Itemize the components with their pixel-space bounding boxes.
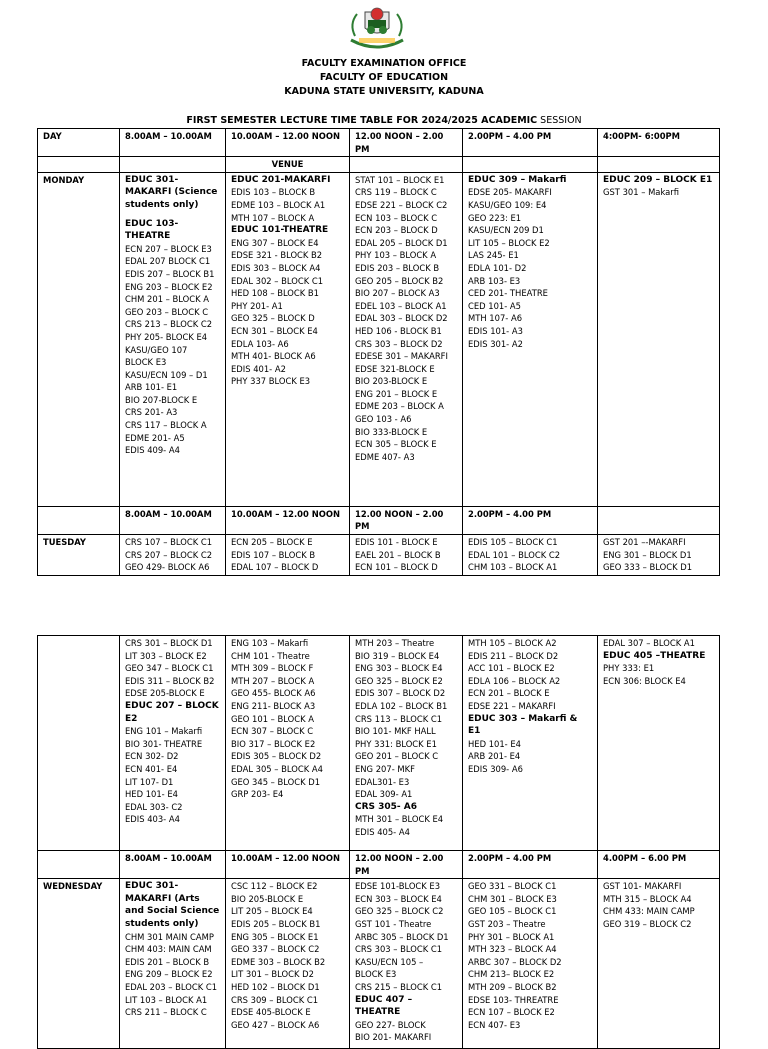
course-entry: HED 108 – BLOCK B1 bbox=[231, 288, 319, 299]
course-entry: ENG 209 – BLOCK E2 bbox=[125, 969, 213, 980]
course-entry: EDSE 405-BLOCK E bbox=[231, 1007, 311, 1018]
timetable-title-rest: SESSION bbox=[537, 115, 582, 126]
course-entry: EAEL 201 – BLOCK B bbox=[355, 549, 441, 560]
course-entry: ECN 303 – BLOCK E4 bbox=[355, 893, 442, 904]
wednesday-8am-cell bbox=[120, 879, 226, 1049]
course-entry: CRS 113 – BLOCK C1 bbox=[355, 713, 443, 724]
course-entry: CRS 215 – BLOCK C1 bbox=[355, 981, 443, 992]
course-entry: GEO 227- BLOCK bbox=[355, 1019, 426, 1030]
course-entry: EDAL 107 – BLOCK D bbox=[231, 562, 319, 573]
tuesday-time-2: 10.00AM – 12.00 NOON bbox=[226, 506, 350, 534]
course-entry: BIO 319 – BLOCK E4 bbox=[355, 650, 440, 661]
course-entry: ENG 307 – BLOCK E4 bbox=[231, 237, 319, 248]
course-entry: ECN 101 – BLOCK D bbox=[355, 562, 438, 573]
course-entry: EDUC 405 –THEATRE bbox=[603, 650, 706, 661]
course-entry: ECN 307 – BLOCK C bbox=[231, 726, 314, 737]
course-entry: EDUC 201-MAKARFI bbox=[231, 174, 331, 185]
monday-row bbox=[38, 172, 720, 506]
course-entry: BIO 101- MKF HALL bbox=[355, 726, 436, 737]
course-entry: STAT 101 – BLOCK E1 bbox=[355, 174, 445, 185]
monday-10am-cell bbox=[226, 172, 350, 506]
course-entry: EDIS 101- A3 bbox=[468, 325, 523, 336]
course-entry: EDME 203 – BLOCK A bbox=[355, 401, 444, 412]
course-entry: HED 101- E4 bbox=[468, 738, 521, 749]
course-entry: ECN 407- E3 bbox=[468, 1019, 521, 1030]
course-entry: CRS 207 – BLOCK C2 bbox=[125, 549, 213, 560]
course-entry: GEO 101 – BLOCK A bbox=[231, 713, 314, 724]
course-entry: LIT 303 – BLOCK E2 bbox=[125, 650, 207, 661]
course-entry: EDSE 321 - BLOCK B2 bbox=[231, 250, 323, 261]
day-tuesday: TUESDAY bbox=[38, 534, 120, 575]
course-entry: ENG 207- MKF bbox=[355, 763, 415, 774]
course-entry: ENG 301 – BLOCK D1 bbox=[603, 549, 692, 560]
course-entry: MTH 309 – BLOCK F bbox=[231, 663, 314, 674]
course-entry: EDUC 301-MAKARFI (Science students only) bbox=[125, 174, 218, 210]
course-entry: EDIS 205 – BLOCK B1 bbox=[231, 918, 321, 929]
course-entry: EDIS 211 – BLOCK D2 bbox=[468, 650, 559, 661]
tuesday-cont-2pm-cell bbox=[463, 636, 598, 851]
wednesday-time-row bbox=[38, 851, 720, 879]
course-entry: CRS 309 – BLOCK C1 bbox=[231, 994, 319, 1005]
course-entry: ENG 305 – BLOCK E1 bbox=[231, 931, 319, 942]
course-entry: CRS 119 – BLOCK C bbox=[355, 187, 437, 198]
course-entry: GEO 347 – BLOCK C1 bbox=[125, 663, 214, 674]
course-entry: ECN 401- E4 bbox=[125, 763, 178, 774]
tuesday-continued-row bbox=[38, 636, 720, 851]
tuesday-4pm-cell bbox=[598, 534, 720, 575]
course-entry: EDIS 409- A4 bbox=[125, 445, 180, 456]
tuesday-cont-4pm-cell bbox=[598, 636, 720, 851]
course-entry: CHM 103 – BLOCK A1 bbox=[468, 562, 558, 573]
course-entry: EDME 103 – BLOCK A1 bbox=[231, 199, 326, 210]
course-entry: GEO 337 – BLOCK C2 bbox=[231, 944, 320, 955]
course-entry: EDAL 307 – BLOCK A1 bbox=[603, 638, 695, 648]
course-entry: ENG 201 – BLOCK E bbox=[355, 388, 438, 399]
course-entry: MTH 315 – BLOCK A4 bbox=[603, 893, 692, 904]
course-entry: EDUC 103-THEATRE bbox=[125, 218, 179, 242]
monday-4pm-cell bbox=[598, 172, 720, 506]
course-entry: BLOCK E3 bbox=[355, 969, 397, 980]
course-entry: EDAL 309- A1 bbox=[355, 789, 413, 800]
course-entry: LIT 301 – BLOCK D2 bbox=[231, 969, 314, 980]
course-entry: EDAL 303- C2 bbox=[125, 801, 183, 812]
course-entry: ECN 205 – BLOCK E bbox=[231, 536, 313, 547]
monday-12pm-cell bbox=[350, 172, 463, 506]
course-entry: GST 101 - Theatre bbox=[355, 918, 432, 929]
tuesday-8am-cell bbox=[120, 534, 226, 575]
tuesday-2pm-cell bbox=[463, 534, 598, 575]
tuesday-time-4: 2.00PM – 4.00 PM bbox=[463, 506, 598, 534]
course-entry: ENG 203 – BLOCK E2 bbox=[125, 281, 213, 292]
course-entry: GEO 319 – BLOCK C2 bbox=[603, 918, 692, 929]
course-entry: GEO 455- BLOCK A6 bbox=[231, 688, 316, 699]
header-time-1: 8.00AM – 10.00AM bbox=[120, 129, 226, 157]
office-title: FACULTY EXAMINATION OFFICE bbox=[301, 58, 467, 69]
course-entry: LAS 245- E1 bbox=[468, 250, 519, 261]
wednesday-12pm-cell bbox=[350, 879, 463, 1049]
course-entry: GST 101- MAKARFI bbox=[603, 881, 682, 892]
course-entry: CHM 301 – BLOCK E3 bbox=[468, 893, 557, 904]
course-entry: PHY 205- BLOCK E4 bbox=[125, 331, 208, 342]
tuesday-row bbox=[38, 534, 720, 575]
course-entry: EDIS 401- A2 bbox=[231, 363, 286, 374]
course-entry: PHY 333: E1 bbox=[603, 663, 655, 674]
header-time-3: 12.00 NOON – 2.00 PM bbox=[350, 129, 463, 157]
course-entry: EDIS 203 – BLOCK B bbox=[355, 262, 440, 273]
course-entry: MTH 203 – Theatre bbox=[355, 638, 435, 648]
course-entry: PHY 201- A1 bbox=[231, 300, 283, 311]
timetable-page2 bbox=[37, 635, 720, 1049]
course-entry: ARB 201- E4 bbox=[468, 751, 521, 762]
header-time-4: 2.00PM – 4.00 PM bbox=[463, 129, 598, 157]
course-entry: EDESE 301 – MAKARFI bbox=[355, 351, 448, 362]
course-entry: EDME 407- A3 bbox=[355, 451, 415, 462]
course-entry: MTH 105 – BLOCK A2 bbox=[468, 638, 557, 648]
course-entry: EDUC 301-MAKARFI (Arts and Social Science students only) bbox=[125, 881, 220, 929]
venue-row bbox=[38, 157, 720, 173]
course-entry: EDIS 305 – BLOCK D2 bbox=[231, 751, 322, 762]
course-entry: BIO 207-BLOCK E bbox=[125, 394, 198, 405]
wednesday-time-1: 8.00AM – 10.00AM bbox=[120, 851, 226, 879]
wednesday-10am-cell bbox=[226, 879, 350, 1049]
course-entry: MTH 401- BLOCK A6 bbox=[231, 351, 316, 362]
course-entry: EDLA 106 – BLOCK A2 bbox=[468, 675, 561, 686]
course-entry: GEO 325 – BLOCK D bbox=[231, 313, 315, 324]
course-entry: LIT 105 – BLOCK E2 bbox=[468, 237, 550, 248]
course-entry: CRS 107 – BLOCK C1 bbox=[125, 536, 213, 547]
course-entry: GEO 103 - A6 bbox=[355, 414, 412, 425]
course-entry: GEO 429- BLOCK A6 bbox=[125, 562, 210, 573]
course-entry: LIT 107- D1 bbox=[125, 776, 174, 787]
tuesday-12pm-cell bbox=[350, 534, 463, 575]
course-entry: EDUC 209 – BLOCK E1 bbox=[603, 174, 713, 185]
tuesday-time-1: 8.00AM – 10.00AM bbox=[120, 506, 226, 534]
course-entry: ARB 103- E3 bbox=[468, 275, 521, 286]
wednesday-time-2: 10.00AM – 12.00 NOON bbox=[226, 851, 350, 879]
header-day: DAY bbox=[38, 129, 120, 157]
tuesday-time-row bbox=[38, 506, 720, 534]
course-entry: EDIS 309- A6 bbox=[468, 763, 523, 774]
course-entry: GEO 105 – BLOCK C1 bbox=[468, 906, 557, 917]
course-entry: MTH 207 – BLOCK A bbox=[231, 675, 315, 686]
course-entry: KASU/ECN 209 D1 bbox=[468, 225, 544, 236]
course-entry: ARBC 305 – BLOCK D1 bbox=[355, 931, 449, 942]
course-entry: CRS 301 – BLOCK D1 bbox=[125, 638, 213, 648]
course-entry: PHY 103 – BLOCK A bbox=[355, 250, 437, 261]
course-entry: EDSE 221 – MAKARFI bbox=[468, 700, 556, 711]
course-entry: EDAL 101 – BLOCK C2 bbox=[468, 549, 561, 560]
course-entry: PHY 301 – BLOCK A1 bbox=[468, 931, 555, 942]
course-entry: CRS 213 – BLOCK C2 bbox=[125, 319, 213, 330]
course-entry: BLOCK E3 bbox=[125, 357, 167, 368]
timetable-page1 bbox=[37, 128, 720, 576]
course-entry: EDSE 221 – BLOCK C2 bbox=[355, 199, 448, 210]
course-entry: ECN 201 – BLOCK E bbox=[468, 688, 550, 699]
course-entry: BIO 205-BLOCK E bbox=[231, 893, 304, 904]
course-entry: CSC 112 – BLOCK E2 bbox=[231, 881, 318, 892]
course-entry: CHM 403: MAIN CAM bbox=[125, 944, 212, 955]
course-entry: BIO 333-BLOCK E bbox=[355, 426, 428, 437]
course-entry: KASU/GEO 109: E4 bbox=[468, 199, 547, 210]
course-entry: ENG 303 – BLOCK E4 bbox=[355, 663, 443, 674]
wednesday-2pm-cell bbox=[463, 879, 598, 1049]
header-time-2: 10.00AM – 12.00 NOON bbox=[226, 129, 350, 157]
course-entry: ENG 101 – Makarfi bbox=[125, 726, 203, 737]
course-entry: CRS 305- A6 bbox=[355, 801, 418, 812]
course-entry: ECN 306: BLOCK E4 bbox=[603, 675, 686, 686]
course-entry: EDUC 407 –THEATRE bbox=[355, 994, 413, 1018]
course-entry: CRS 201- A3 bbox=[125, 407, 178, 418]
course-entry: PHY 337 BLOCK E3 bbox=[231, 376, 311, 387]
course-entry: MTH 323 – BLOCK A4 bbox=[468, 944, 557, 955]
header-time-5: 4:00PM- 6:00PM bbox=[598, 129, 720, 157]
faculty-title: FACULTY OF EDUCATION bbox=[319, 72, 449, 83]
course-entry: KASU/ECN 105 – bbox=[355, 956, 424, 967]
timetable-title-bold: FIRST SEMESTER LECTURE TIME TABLE FOR 2024/2025 ACADEMIC bbox=[186, 115, 538, 126]
course-entry: GEO 427 – BLOCK A6 bbox=[231, 1019, 320, 1030]
course-entry: CRS 303 – BLOCK D2 bbox=[355, 338, 443, 349]
course-entry: ECN 207 – BLOCK E3 bbox=[125, 243, 212, 254]
course-entry: GEO 205 – BLOCK B2 bbox=[355, 275, 444, 286]
course-entry: GEO 331 – BLOCK C1 bbox=[468, 881, 557, 892]
course-entry: ECN 302- D2 bbox=[125, 751, 179, 762]
wednesday-row bbox=[38, 879, 720, 1049]
course-entry: GEO 223: E1 bbox=[468, 212, 522, 223]
course-entry: GEO 345 – BLOCK D1 bbox=[231, 776, 321, 787]
course-entry: HED 102 – BLOCK D1 bbox=[231, 981, 320, 992]
university-title: KADUNA STATE UNIVERSITY, KADUNA bbox=[284, 86, 484, 97]
wednesday-4pm-cell bbox=[598, 879, 720, 1049]
course-entry: EDIS 301- A2 bbox=[468, 338, 523, 349]
course-entry: ECN 103 – BLOCK C bbox=[355, 212, 438, 223]
course-entry: ACC 101 – BLOCK E2 bbox=[468, 663, 555, 674]
course-entry: GEO 333 – BLOCK D1 bbox=[603, 562, 693, 573]
course-entry: EDME 201- A5 bbox=[125, 432, 185, 443]
course-entry: MTH 107 – BLOCK A bbox=[231, 212, 315, 223]
course-entry: ARBC 307 – BLOCK D2 bbox=[468, 956, 562, 967]
course-entry: CHM 433: MAIN CAMP bbox=[603, 906, 695, 917]
course-entry: CRS 211 – BLOCK C bbox=[125, 1007, 207, 1018]
monday-8am-cell bbox=[120, 172, 226, 506]
course-entry: EDLA 102 – BLOCK B1 bbox=[355, 700, 448, 711]
course-entry: EDAL 203 – BLOCK C1 bbox=[125, 981, 218, 992]
wednesday-time-5: 4.00PM – 6.00 PM bbox=[598, 851, 720, 879]
course-entry: CRS 117 – BLOCK A bbox=[125, 420, 207, 431]
course-entry: EDSE 205- MAKARFI bbox=[468, 187, 552, 198]
course-entry: CHM 213– BLOCK E2 bbox=[468, 969, 555, 980]
course-entry: HED 101- E4 bbox=[125, 789, 178, 800]
course-entry: EDEL 103 – BLOCK A1 bbox=[355, 300, 447, 311]
wednesday-time-3: 12.00 NOON – 2.00 PM bbox=[350, 851, 463, 879]
course-entry: GEO 201 – BLOCK C bbox=[355, 751, 439, 762]
course-entry: EDME 303 – BLOCK B2 bbox=[231, 956, 326, 967]
course-entry: ECN 107 – BLOCK E2 bbox=[468, 1007, 555, 1018]
course-entry: EDIS 101 - BLOCK E bbox=[355, 536, 438, 547]
course-entry: EDSE 321-BLOCK E bbox=[355, 363, 435, 374]
course-entry: BIO 317 – BLOCK E2 bbox=[231, 738, 316, 749]
course-entry: EDLA 101- D2 bbox=[468, 262, 527, 273]
course-entry: BIO 301- THEATRE bbox=[125, 738, 203, 749]
course-entry: GEO 203 – BLOCK C bbox=[125, 306, 209, 317]
monday-2pm-cell bbox=[463, 172, 598, 506]
course-entry: EDIS 311 – BLOCK B2 bbox=[125, 675, 215, 686]
timetable-title bbox=[0, 115, 768, 127]
course-entry: LIT 103 – BLOCK A1 bbox=[125, 994, 208, 1005]
course-entry: CHM 301 MAIN CAMP bbox=[125, 931, 214, 942]
day-monday: MONDAY bbox=[38, 172, 120, 506]
course-entry: EDSE 205-BLOCK E bbox=[125, 688, 205, 699]
course-entry: PHY 331: BLOCK E1 bbox=[355, 738, 437, 749]
course-entry: CHM 101 - Theatre bbox=[231, 650, 310, 661]
course-entry: ECN 203 – BLOCK D bbox=[355, 225, 438, 236]
course-entry: EDUC 309 – Makarfi bbox=[468, 174, 567, 185]
course-entry: EDAL 303 – BLOCK D2 bbox=[355, 313, 448, 324]
wednesday-time-4: 2.00PM – 4.00 PM bbox=[463, 851, 598, 879]
course-entry: GST 203 – Theatre bbox=[468, 918, 546, 929]
course-entry: EDAL 305 – BLOCK A4 bbox=[231, 763, 323, 774]
course-entry: ENG 103 – Makarfi bbox=[231, 638, 309, 648]
course-entry: EDIS 405- A4 bbox=[355, 826, 410, 837]
course-entry: EDSE 101-BLOCK E3 bbox=[355, 881, 441, 892]
course-entry: EDAL301- E3 bbox=[355, 776, 410, 787]
course-entry: EDUC 207 – BLOCK E2 bbox=[125, 700, 219, 724]
course-entry: GEO 325 – BLOCK E2 bbox=[355, 675, 443, 686]
tuesday-cont-10am-cell bbox=[226, 636, 350, 851]
course-entry: EDIS 403- A4 bbox=[125, 814, 180, 825]
course-entry: EDIS 307 – BLOCK D2 bbox=[355, 688, 446, 699]
tuesday-10am-cell bbox=[226, 534, 350, 575]
course-entry: EDLA 103- A6 bbox=[231, 338, 289, 349]
course-entry: EDSE 103- THREATRE bbox=[468, 994, 559, 1005]
venue-label: VENUE bbox=[226, 157, 350, 173]
course-entry: BIO 207 – BLOCK A3 bbox=[355, 288, 440, 299]
course-entry: ECN 305 – BLOCK E bbox=[355, 439, 437, 450]
course-entry: EDAL 302 – BLOCK C1 bbox=[231, 275, 324, 286]
course-entry: KASU/ECN 109 – D1 bbox=[125, 369, 208, 380]
table-header-row bbox=[38, 129, 720, 157]
course-entry: MTH 301 – BLOCK E4 bbox=[355, 814, 444, 825]
tuesday-time-3: 12.00 NOON – 2.00 PM bbox=[350, 506, 463, 534]
course-entry: EDIS 103 – BLOCK B bbox=[231, 187, 316, 198]
course-entry: CRS 303 – BLOCK C1 bbox=[355, 944, 443, 955]
course-entry: HED 106 - BLOCK B1 bbox=[355, 325, 442, 336]
tuesday-cont-12pm-cell bbox=[350, 636, 463, 851]
course-entry: EDAL 205 – BLOCK D1 bbox=[355, 237, 448, 248]
course-entry: BIO 203-BLOCK E bbox=[355, 376, 428, 387]
course-entry: GST 201 –-MAKARFI bbox=[603, 536, 686, 547]
course-entry: EDAL 207 BLOCK C1 bbox=[125, 256, 211, 267]
course-entry: CED 201- THEATRE bbox=[468, 288, 548, 299]
tuesday-cont-8am-cell bbox=[120, 636, 226, 851]
course-entry: ECN 301 – BLOCK E4 bbox=[231, 325, 318, 336]
course-entry: CHM 201 – BLOCK A bbox=[125, 294, 209, 305]
course-entry: KASU/GEO 107 bbox=[125, 344, 188, 355]
course-entry: ENG 211- BLOCK A3 bbox=[231, 700, 316, 711]
course-entry: EDIS 303 – BLOCK A4 bbox=[231, 262, 321, 273]
course-entry: EDIS 201 – BLOCK B bbox=[125, 956, 210, 967]
course-entry: EDUC 303 – Makarfi & E1 bbox=[468, 713, 578, 737]
day-wednesday: WEDNESDAY bbox=[38, 879, 120, 1049]
course-entry: ARB 101- E1 bbox=[125, 382, 178, 393]
course-entry: EDIS 207 – BLOCK B1 bbox=[125, 268, 215, 279]
course-entry: EDIS 107 – BLOCK B bbox=[231, 549, 316, 560]
course-entry: MTH 107- A6 bbox=[468, 313, 523, 324]
course-entry: EDUC 101-THEATRE bbox=[231, 225, 329, 236]
course-entry: BIO 201- MAKARFI bbox=[355, 1032, 432, 1043]
course-entry: LIT 205 – BLOCK E4 bbox=[231, 906, 313, 917]
course-entry: EDIS 105 – BLOCK C1 bbox=[468, 536, 558, 547]
course-entry: GST 301 – Makarfi bbox=[603, 187, 679, 198]
course-entry: GEO 325 – BLOCK C2 bbox=[355, 906, 444, 917]
course-entry: GRP 203- E4 bbox=[231, 789, 284, 800]
course-entry: CED 101- A5 bbox=[468, 300, 521, 311]
university-crest-logo bbox=[345, 6, 409, 52]
course-entry: MTH 209 – BLOCK B2 bbox=[468, 981, 557, 992]
